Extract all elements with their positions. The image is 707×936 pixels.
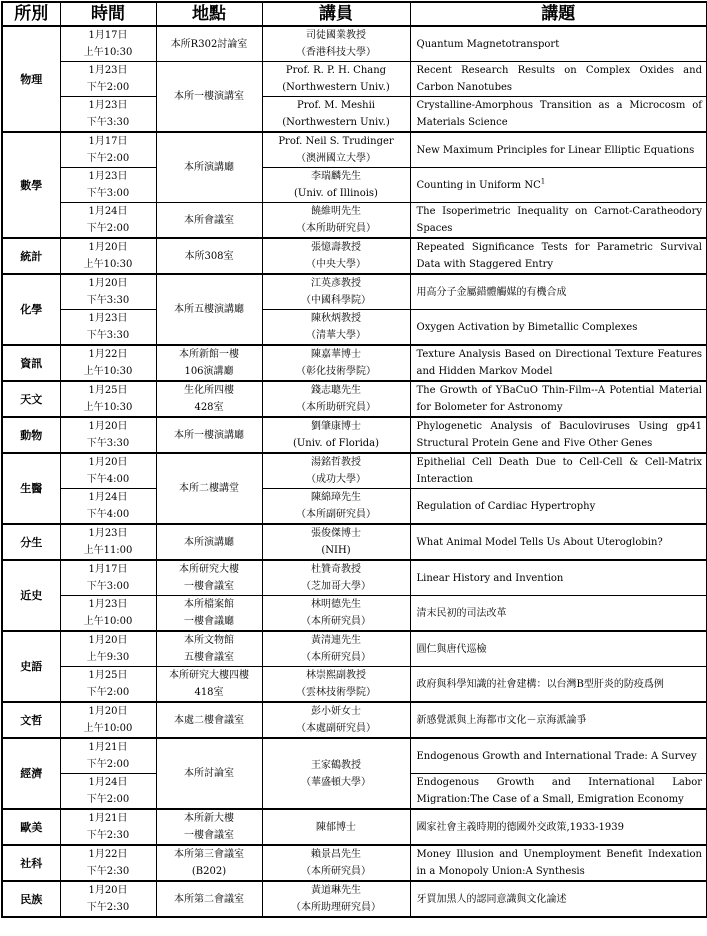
speaker-cell	[262, 97, 410, 133]
title-text: Epithelial Cell Death Due to Cell-Cell & Cell-Matrix Interaction	[416, 457, 702, 485]
speaker-cell	[262, 62, 410, 97]
date-text: 1月17日	[88, 136, 128, 147]
speaker-affiliation: （華盛頓大學）	[301, 776, 371, 788]
header-time: 時間	[60, 2, 156, 26]
time-cell	[60, 667, 156, 703]
table-row	[2, 132, 707, 168]
venue-cell	[156, 702, 262, 738]
time-text: 上午10:30	[83, 259, 133, 270]
speaker-affiliation: （本所助研究員）	[296, 402, 376, 413]
title-text: 用高分子金屬錯體觸媒的有機合成	[416, 286, 567, 298]
speaker-name: Prof. M. Meshii	[297, 100, 375, 111]
title-cell	[410, 809, 707, 845]
date-text: 1月23日	[88, 65, 128, 76]
time-text: 下午3:30	[86, 295, 130, 306]
time-cell	[60, 809, 156, 845]
time-cell	[60, 26, 156, 62]
speaker-cell	[262, 274, 410, 310]
institute-cell: 統計	[2, 238, 60, 274]
date-text: 1月22日	[88, 349, 128, 360]
title-cell	[410, 238, 707, 274]
speaker-cell	[262, 489, 410, 525]
venue-line: 106演講廳	[184, 366, 234, 377]
title-cell	[410, 310, 707, 346]
title-text: The Isoperimetric Inequality on Carnot-Caratheodory Spaces	[416, 206, 702, 234]
title-text: 清末民初的司法改革	[416, 607, 507, 619]
institute-cell: 社科	[2, 845, 60, 881]
title-superscript: 1	[540, 177, 546, 186]
title-cell	[410, 524, 707, 560]
time-cell	[60, 97, 156, 133]
speaker-cell	[262, 738, 410, 809]
header-speaker: 講員	[262, 2, 410, 26]
time-text: 下午3:30	[86, 330, 130, 341]
speaker-cell	[262, 168, 410, 203]
time-text: 下午2:00	[86, 82, 130, 93]
institute-cell: 動物	[2, 417, 60, 453]
title-cell	[410, 62, 707, 97]
title-text: Endogenous Growth and International Trade: A Survey	[416, 750, 697, 762]
title-text: New Maximum Principles for Linear Elliptic Equations	[416, 144, 695, 156]
speaker-cell	[262, 345, 410, 381]
title-text: Oxygen Activation by Bimetallic Complexes	[416, 321, 638, 333]
table-row	[2, 881, 707, 917]
table-row	[2, 97, 707, 133]
title-cell	[410, 596, 707, 632]
table-row	[2, 845, 707, 881]
speaker-affiliation: （本所研究員）	[301, 652, 371, 663]
speaker-affiliation: (Northwestern Univ.)	[282, 117, 390, 128]
venue-line: 本所演講廳	[184, 536, 234, 548]
venue-cell	[156, 203, 262, 239]
speaker-name: 張憶壽教授	[311, 242, 361, 253]
speaker-cell	[262, 631, 410, 667]
speaker-cell	[262, 310, 410, 346]
date-text: 1月21日	[88, 813, 128, 824]
title-cell	[410, 203, 707, 239]
speaker-name: 湯銘哲教授	[311, 457, 361, 468]
title-text: Regulation of Cardiac Hypertrophy	[416, 500, 596, 512]
speaker-name: 黃清連先生	[311, 635, 361, 646]
speaker-name: 林明德先生	[311, 599, 361, 610]
speaker-affiliation: （本所研究員）	[301, 866, 371, 877]
header-institute: 所別	[2, 2, 60, 26]
title-cell	[410, 381, 707, 417]
institute-cell: 民族	[2, 881, 60, 917]
time-cell	[60, 132, 156, 168]
table-row	[2, 631, 707, 667]
title-cell	[410, 274, 707, 310]
date-text: 1月20日	[88, 885, 128, 896]
table-row	[2, 168, 707, 203]
table-row	[2, 62, 707, 97]
header-venue: 地點	[156, 2, 262, 26]
speaker-name: 司徒國業教授	[306, 30, 366, 41]
speaker-cell	[262, 881, 410, 917]
speaker-name: 江英彥教授	[311, 278, 361, 289]
table-row	[2, 596, 707, 632]
time-text: 下午2:00	[86, 687, 130, 698]
title-cell	[410, 631, 707, 667]
time-text: 下午2:30	[86, 866, 130, 877]
date-text: 1月25日	[88, 385, 128, 396]
title-text: 牙買加黑人的認同意識與文化論述	[416, 893, 567, 905]
title-text: Quantum Magnetotransport	[416, 38, 560, 50]
speaker-affiliation: （本所研究員）	[301, 616, 371, 627]
venue-line: 本所新大樓	[184, 813, 234, 824]
speaker-affiliation: （雲林技術學院）	[296, 687, 376, 698]
venue-line: 五樓會議室	[184, 652, 234, 663]
table-row	[2, 667, 707, 703]
venue-line: 本所文物館	[184, 635, 234, 646]
speaker-name: 賴景昌先生	[311, 849, 361, 860]
table-row	[2, 524, 707, 560]
time-cell	[60, 881, 156, 917]
title-text: The Growth of YBaCuO Thin-Film--A Potential Material for Bolometer for Astronomy	[416, 385, 702, 413]
title-cell	[410, 26, 707, 62]
institute-cell: 資訊	[2, 345, 60, 381]
venue-line: 一樓會議室	[184, 830, 234, 841]
time-cell	[60, 774, 156, 810]
title-text: 新感覺派與上海都市文化－京海派論爭	[416, 714, 587, 726]
title-cell	[410, 738, 707, 774]
title-cell	[410, 845, 707, 881]
time-cell	[60, 203, 156, 239]
speaker-cell	[262, 26, 410, 62]
title-cell	[410, 489, 707, 525]
time-cell	[60, 702, 156, 738]
time-text: 下午2:00	[86, 759, 130, 770]
date-text: 1月20日	[88, 635, 128, 646]
speaker-affiliation: （本所助研究員）	[296, 223, 376, 234]
time-text: 下午4:00	[86, 509, 130, 520]
title-cell	[410, 168, 707, 203]
time-cell	[60, 453, 156, 489]
title-text: What Animal Model Tells Us About Uteroglobin?	[416, 536, 663, 548]
speaker-affiliation: （彰化技術學院）	[296, 366, 376, 377]
speaker-cell	[262, 381, 410, 417]
time-cell	[60, 238, 156, 274]
venue-cell	[156, 132, 262, 203]
title-text: Repeated Significance Tests for Parametric Survival Data with Staggered Entry	[416, 242, 702, 270]
venue-line: 本所R302討論室	[170, 38, 248, 50]
table-row	[2, 489, 707, 525]
title-text: Endogenous Growth and International Labor Migration:The Case of a Small, Emigration Economy	[416, 777, 702, 805]
institute-cell: 經濟	[2, 738, 60, 809]
time-text: 上午11:00	[83, 545, 133, 556]
institute-cell: 歐美	[2, 809, 60, 845]
date-text: 1月17日	[88, 564, 128, 575]
venue-cell	[156, 845, 262, 881]
venue-line: 本所第二會議室	[174, 893, 244, 905]
institute-cell: 史語	[2, 631, 60, 702]
date-text: 1月22日	[88, 849, 128, 860]
institute-cell: 文哲	[2, 702, 60, 738]
institute-cell: 物理	[2, 26, 60, 132]
venue-line: 生化所四樓	[184, 385, 234, 396]
time-text: 下午2:00	[86, 153, 130, 164]
speaker-cell	[262, 596, 410, 632]
speaker-cell	[262, 203, 410, 239]
title-cell	[410, 702, 707, 738]
time-text: 上午9:30	[86, 652, 130, 663]
schedule-body	[2, 26, 707, 917]
title-cell	[410, 417, 707, 453]
speaker-affiliation: （本所副研究員）	[296, 509, 376, 520]
time-cell	[60, 417, 156, 453]
venue-cell	[156, 667, 262, 703]
venue-cell	[156, 524, 262, 560]
time-cell	[60, 524, 156, 560]
speaker-cell	[262, 238, 410, 274]
speaker-name: 林崇熙副教授	[306, 670, 366, 681]
time-text: 上午10:00	[83, 723, 133, 734]
time-cell	[60, 596, 156, 632]
time-text: 下午3:30	[86, 117, 130, 128]
date-text: 1月21日	[88, 742, 128, 753]
speaker-name: 陳郁博士	[316, 821, 356, 833]
speaker-name: 劉肇康博士	[311, 421, 361, 432]
title-text: Recent Research Results on Complex Oxides and Carbon Nanotubes	[416, 65, 702, 93]
table-row	[2, 274, 707, 310]
speaker-name: 李瑞麟先生	[311, 171, 361, 182]
time-text: 下午2:30	[86, 830, 130, 841]
title-text: 圓仁與唐代巡檢	[416, 643, 487, 655]
venue-line: 本所演講廳	[184, 162, 234, 173]
date-text: 1月24日	[88, 492, 128, 503]
venue-cell	[156, 381, 262, 417]
date-text: 1月23日	[88, 171, 128, 182]
speaker-name: 饒維明先生	[311, 206, 361, 217]
title-cell	[410, 560, 707, 596]
time-cell	[60, 168, 156, 203]
time-text: 上午10:00	[83, 616, 133, 627]
date-text: 1月20日	[88, 457, 128, 468]
title-cell	[410, 881, 707, 917]
date-text: 1月20日	[88, 242, 128, 253]
speaker-affiliation: （澳洲國立大學）	[296, 153, 376, 164]
title-text: 國家社會主義時期的德國外交政策,1933-1939	[416, 821, 624, 833]
speaker-affiliation: （成功大學）	[306, 474, 366, 485]
header-title: 講題	[410, 2, 707, 26]
date-text: 1月20日	[88, 421, 128, 432]
speaker-cell	[262, 845, 410, 881]
title-cell	[410, 774, 707, 810]
date-text: 1月24日	[88, 777, 128, 788]
venue-line: 本所研究大樓	[179, 564, 239, 575]
venue-line: 本所新館一樓	[179, 349, 239, 360]
table-row	[2, 417, 707, 453]
speaker-affiliation: （本處副研究員）	[296, 723, 376, 734]
venue-line: 本所一樓演講室	[174, 91, 244, 102]
title-text: Linear History and Invention	[416, 572, 564, 584]
table-row	[2, 738, 707, 774]
title-text: 政府與科學知識的社會建構：以台灣B型肝炎的防疫爲例	[416, 678, 664, 690]
date-text: 1月23日	[88, 599, 128, 610]
speaker-affiliation: （本所助理研究員）	[291, 902, 381, 913]
institute-cell: 天文	[2, 381, 60, 417]
title-text: Money Illusion and Unemployment Benefit Indexation in a Monopoly Union:A Synthesis	[416, 849, 702, 877]
time-cell	[60, 274, 156, 310]
speaker-affiliation: (Univ. of Florida)	[292, 438, 380, 449]
institute-cell: 生醫	[2, 453, 60, 524]
venue-cell	[156, 453, 262, 524]
venue-line: 本所檔案館	[184, 599, 234, 610]
venue-cell	[156, 560, 262, 596]
time-text: 下午2:30	[86, 902, 130, 913]
venue-cell	[156, 809, 262, 845]
lecture-schedule-table	[1, 1, 707, 918]
table-row	[2, 560, 707, 596]
speaker-name: 王家鶴教授	[311, 759, 361, 771]
date-text: 1月20日	[88, 278, 128, 289]
venue-cell	[156, 738, 262, 809]
time-text: 下午2:00	[86, 794, 130, 805]
speaker-name: 彭小妍女士	[311, 706, 361, 717]
table-row	[2, 26, 707, 62]
institute-cell: 數學	[2, 132, 60, 238]
speaker-cell	[262, 453, 410, 489]
time-cell	[60, 381, 156, 417]
venue-cell	[156, 62, 262, 133]
time-text: 下午4:00	[86, 474, 130, 485]
venue-line: 本所第三會議室	[174, 849, 244, 860]
speaker-cell	[262, 667, 410, 703]
table-row	[2, 345, 707, 381]
date-text: 1月20日	[88, 706, 128, 717]
venue-cell	[156, 345, 262, 381]
date-text: 1月24日	[88, 206, 128, 217]
time-cell	[60, 62, 156, 97]
speaker-cell	[262, 560, 410, 596]
title-cell	[410, 345, 707, 381]
title-cell	[410, 97, 707, 133]
time-cell	[60, 631, 156, 667]
venue-line: 一樓會議廳	[184, 616, 234, 627]
title-text: Phylogenetic Analysis of Baculoviruses Using gp41 Structural Protein Gene and Five Other Genes	[416, 421, 702, 449]
venue-cell	[156, 238, 262, 274]
institute-cell: 近史	[2, 560, 60, 631]
venue-cell	[156, 881, 262, 917]
speaker-affiliation: (Univ. of Illinois)	[294, 188, 378, 199]
venue-line: 本所會議室	[184, 214, 234, 226]
date-text: 1月23日	[88, 100, 128, 111]
speaker-affiliation: （清華大學）	[306, 330, 366, 341]
time-cell	[60, 560, 156, 596]
time-cell	[60, 845, 156, 881]
institute-cell: 化學	[2, 274, 60, 345]
speaker-affiliation: （香港科技大學）	[296, 47, 376, 58]
speaker-name: 陳嘉華博士	[311, 349, 361, 360]
table-row	[2, 238, 707, 274]
venue-line: 本處二樓會議室	[174, 714, 244, 726]
time-text: 下午3:00	[86, 581, 130, 592]
venue-cell	[156, 631, 262, 667]
time-text: 上午10:30	[83, 366, 133, 377]
title-text: Crystalline-Amorphous Transition as a Microcosm of Materials Science	[416, 100, 702, 128]
title-cell	[410, 667, 707, 703]
time-cell	[60, 310, 156, 346]
venue-line: 428室	[194, 402, 224, 413]
table-row	[2, 381, 707, 417]
speaker-name: 陳綿璋先生	[311, 492, 361, 503]
speaker-affiliation: (NIH)	[321, 545, 351, 556]
speaker-name: 張俊傑博士	[311, 528, 361, 539]
speaker-cell	[262, 417, 410, 453]
time-text: 上午10:30	[83, 47, 133, 58]
speaker-name: 陳秋炳教授	[311, 313, 361, 324]
venue-line: 本所討論室	[184, 768, 234, 779]
date-text: 1月23日	[88, 313, 128, 324]
title-text: Counting in Uniform NC	[416, 179, 541, 191]
speaker-affiliation: （芝加哥大學）	[301, 581, 371, 592]
header-row	[2, 2, 707, 26]
speaker-affiliation: （中國科學院）	[301, 295, 371, 306]
time-text: 下午2:00	[86, 223, 130, 234]
venue-line: 本所研究大樓四樓	[169, 670, 249, 681]
venue-line: 一樓會議室	[184, 581, 234, 592]
speaker-cell	[262, 132, 410, 168]
time-cell	[60, 345, 156, 381]
table-row	[2, 203, 707, 239]
table-row	[2, 702, 707, 738]
time-text: 下午3:00	[86, 188, 130, 199]
title-text: Texture Analysis Based on Directional Texture Features and Hidden Markov Model	[416, 349, 702, 377]
speaker-name: Prof. Neil S. Trudinger	[278, 136, 394, 147]
title-cell	[410, 132, 707, 168]
venue-line: 本所五樓演講廳	[174, 304, 244, 315]
speaker-cell	[262, 524, 410, 560]
venue-line: 本所一樓演講廳	[174, 429, 244, 441]
speaker-name: 錢志聰先生	[311, 385, 361, 396]
venue-line: (B202)	[191, 866, 227, 877]
time-text: 上午10:30	[83, 402, 133, 413]
venue-cell	[156, 596, 262, 632]
venue-cell	[156, 274, 262, 345]
speaker-cell	[262, 702, 410, 738]
table-row	[2, 809, 707, 845]
table-row	[2, 453, 707, 489]
speaker-affiliation: （中央大學）	[306, 259, 366, 270]
speaker-name: 杜贊奇教授	[311, 564, 361, 575]
speaker-affiliation: (Northwestern Univ.)	[282, 82, 390, 93]
date-text: 1月25日	[88, 670, 128, 681]
venue-line: 本所308室	[184, 250, 234, 262]
venue-cell	[156, 417, 262, 453]
venue-cell	[156, 26, 262, 62]
speaker-name: 黃道琳先生	[311, 885, 361, 896]
institute-cell: 分生	[2, 524, 60, 560]
speaker-name: Prof. R. P. H. Chang	[285, 65, 387, 76]
date-text: 1月17日	[88, 30, 128, 41]
venue-line: 418室	[194, 687, 224, 698]
date-text: 1月23日	[88, 528, 128, 539]
venue-line: 本所二樓講堂	[179, 483, 239, 494]
time-cell	[60, 738, 156, 774]
title-cell	[410, 453, 707, 489]
time-cell	[60, 489, 156, 525]
table-row	[2, 310, 707, 346]
time-text: 下午3:30	[86, 438, 130, 449]
speaker-cell	[262, 809, 410, 845]
